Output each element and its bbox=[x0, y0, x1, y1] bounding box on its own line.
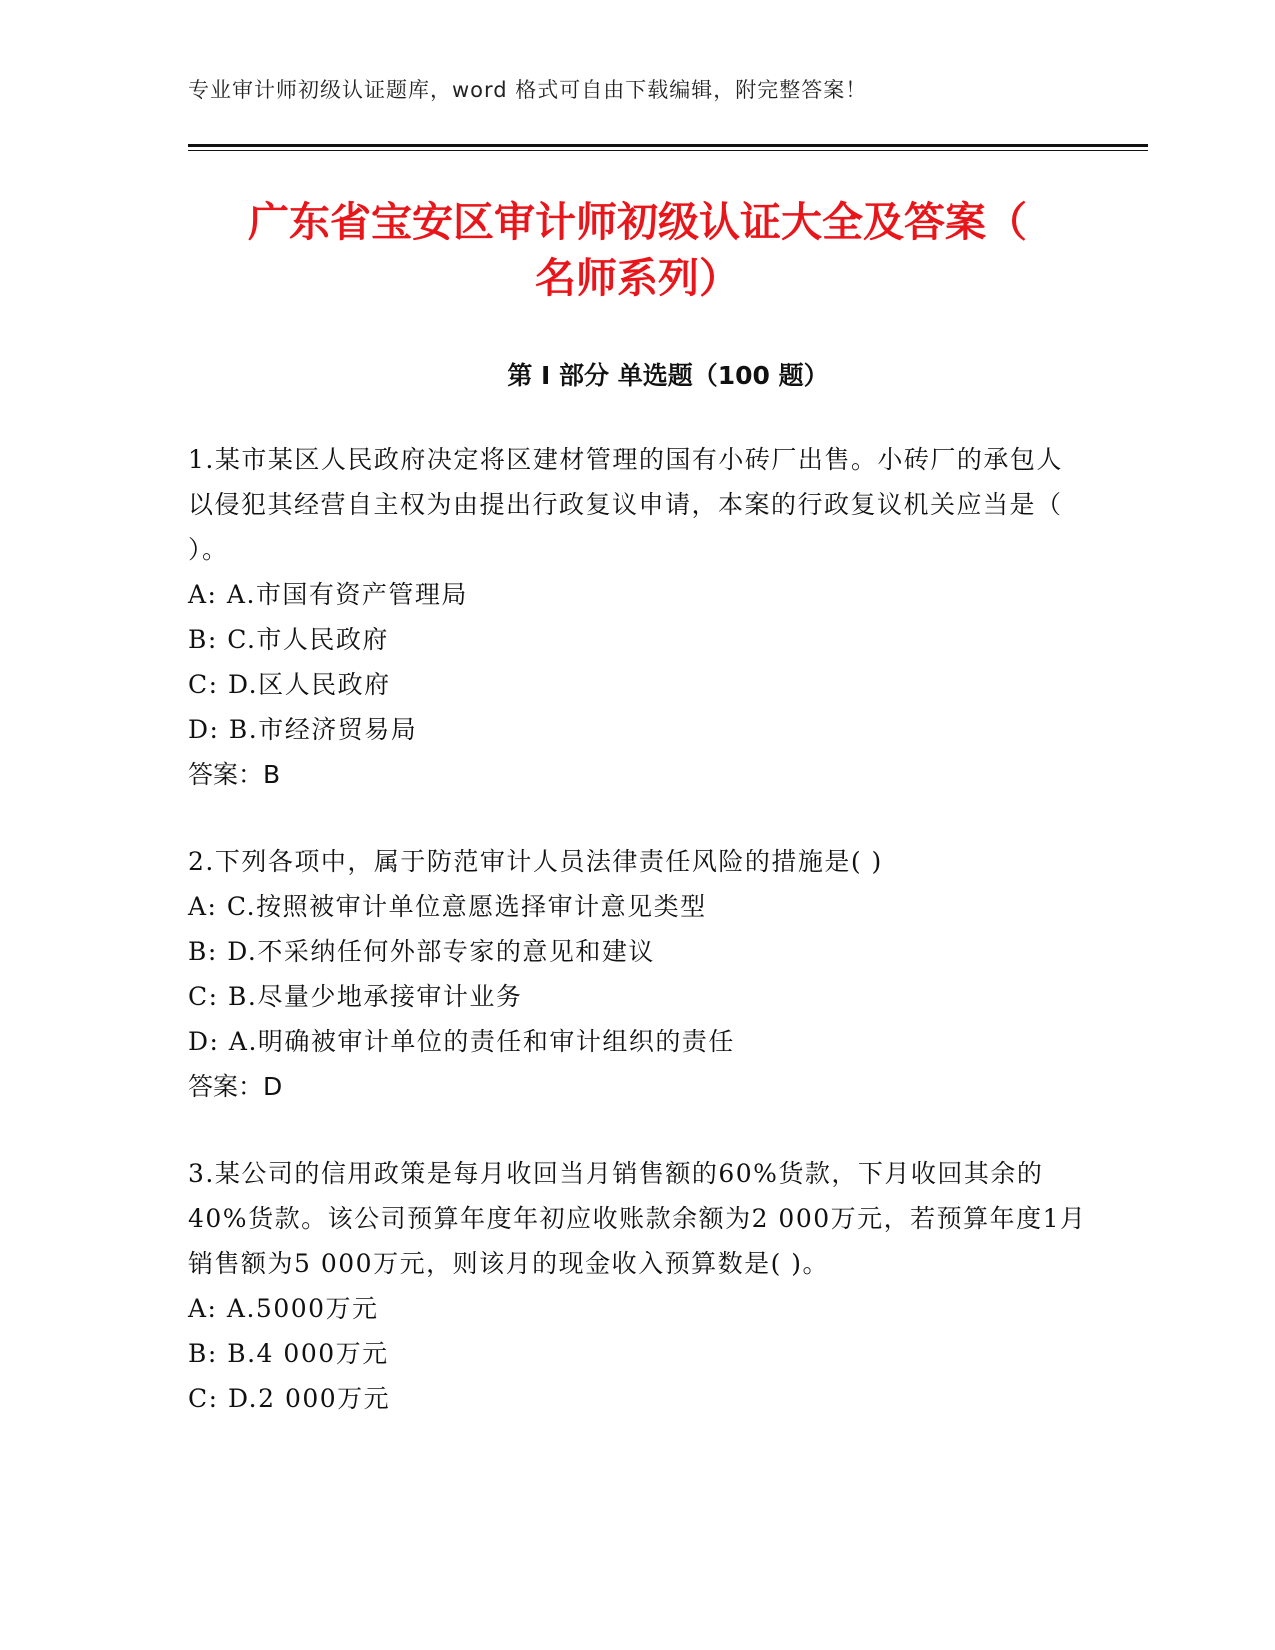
question-option-b: B: C.市人民政府 bbox=[188, 625, 389, 654]
question-answer: 答案：D bbox=[188, 1072, 283, 1101]
document-title bbox=[160, 194, 1115, 306]
question-option-a: A: C.按照被审计单位意愿选择审计意见类型 bbox=[188, 892, 707, 921]
question-2 bbox=[188, 839, 1088, 1109]
question-stem: 1.某市某区人民政府决定将区建材管理的国有小砖厂出售。小砖厂的承包人以侵犯其经营自主权为由提出行政复议申请，本案的行政复议机关应当是（ ）。 bbox=[188, 445, 1063, 564]
question-option-b: B: D.不采纳任何外部专家的意见和建议 bbox=[188, 937, 655, 966]
question-option-d: D: B.市经济贸易局 bbox=[188, 715, 418, 744]
question-option-c: C: D.区人民政府 bbox=[188, 670, 391, 699]
header-note: 专业审计师初级认证题库，word 格式可自由下载编辑，附完整答案！ bbox=[188, 78, 868, 102]
question-3 bbox=[188, 1151, 1088, 1421]
document-title-line-2: 名师系列） bbox=[535, 254, 740, 302]
question-option-a: A: A.市国有资产管理局 bbox=[188, 580, 468, 609]
question-option-b: B: B.4 000万元 bbox=[188, 1339, 389, 1368]
question-1 bbox=[188, 437, 1088, 797]
header-rule-thick bbox=[188, 144, 1148, 147]
document-title-line-1: 广东省宝安区审计师初级认证大全及答案（ bbox=[248, 198, 1027, 246]
question-list bbox=[188, 437, 1088, 1463]
question-option-c: C: B.尽量少地承接审计业务 bbox=[188, 982, 523, 1011]
question-option-d: D: A.明确被审计单位的责任和审计组织的责任 bbox=[188, 1027, 735, 1056]
question-option-a: A: A.5000万元 bbox=[188, 1294, 379, 1323]
question-stem: 3.某公司的信用政策是每月收回当月销售额的60%货款，下月收回其余的40%货款。该公司预算年度年初应收账款余额为2 000万元，若预算年度1月销售额为5 000万元，则该月的现金收入预算数是( )。 bbox=[188, 1159, 1087, 1278]
section-title: 第 I 部分 单选题（100 题） bbox=[507, 361, 829, 390]
question-option-c: C: D.2 000万元 bbox=[188, 1384, 391, 1413]
header-rule-thin bbox=[188, 150, 1148, 151]
question-answer: 答案：B bbox=[188, 760, 281, 789]
question-stem: 2.下列各项中，属于防范审计人员法律责任风险的措施是( ) bbox=[188, 847, 883, 876]
